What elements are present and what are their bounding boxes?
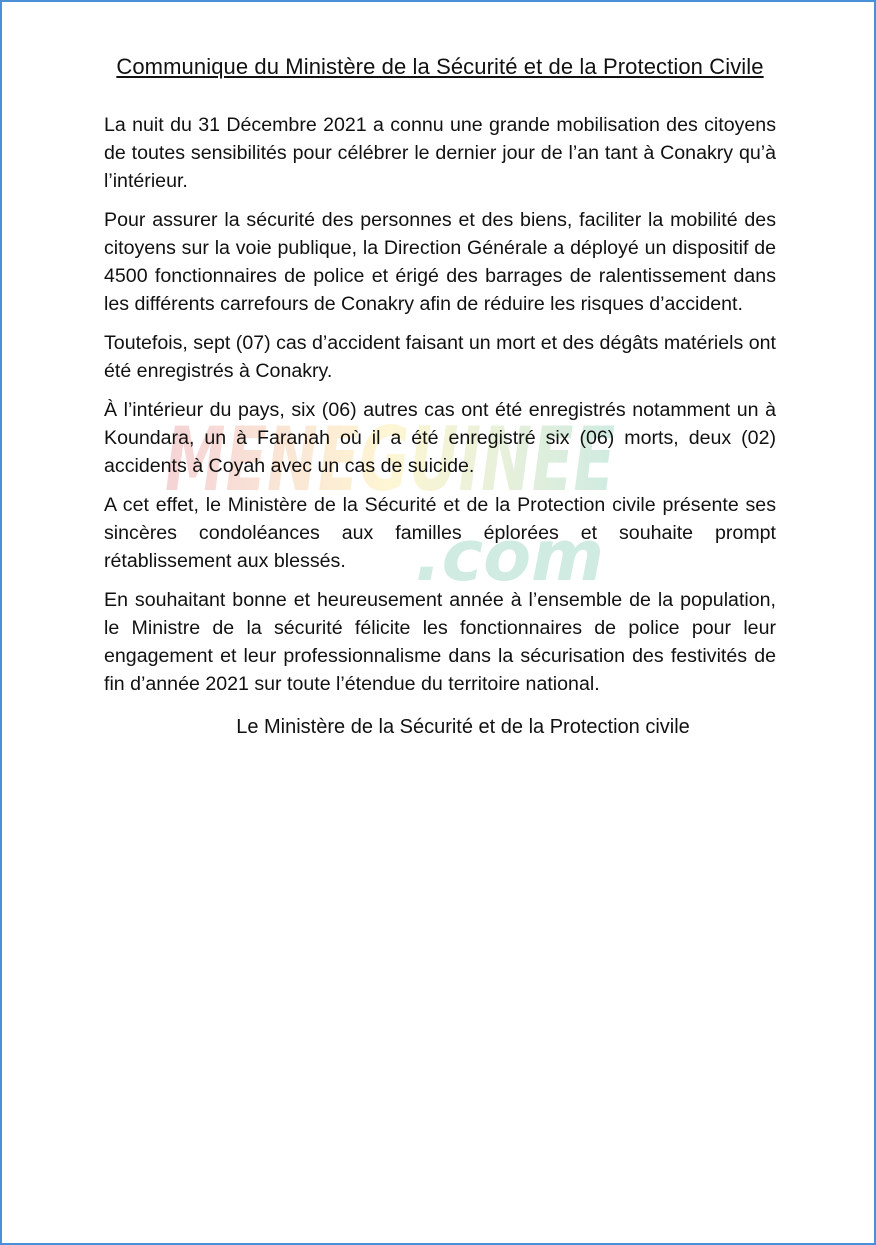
watermark-main-text: MENEGUINEE: [165, 408, 615, 511]
paragraph-3: Toutefois, sept (07) cas d’accident faisant un mort et des dégâts matériels ont été enregistrés à Conakry.: [104, 332, 776, 382]
paragraph-1: La nuit du 31 Décembre 2021 a connu une grande mobilisation des citoyens de toutes sensibilités pour célébrer le dernier jour de l’an tant à Conakry qu’à l’intérieur.: [104, 114, 776, 192]
paragraph-4: À l’intérieur du pays, six (06) autres cas ont été enregistrés notamment un à Koundara, un à Faranah où il a été enregistré six (06) morts, deux (02) accidents à Coyah avec un cas de suicide.: [104, 399, 776, 477]
paragraph-5: A cet effet, le Ministère de la Sécurité et de la Protection civile présente ses sincères condoléances aux familles éplorées et souhaite prompt rétablissement aux blessés.: [104, 494, 776, 572]
paragraph-6: En souhaitant bonne et heureusement année à l’ensemble de la population, le Ministre de la sécurité félicite les fonctionnaires de police pour leur engagement et leur professionnalisme dans la sécurisation des festivités de fin d’année 2021 sur toute l’étendue du territoire national.: [104, 589, 776, 695]
document-title: Communique du Ministère de la Sécurité et de la Protection Civile: [116, 54, 764, 79]
watermark-sub-text: .com: [415, 515, 605, 597]
signature: Le Ministère de la Sécurité et de la Protection civile: [236, 716, 690, 738]
paragraph-2: Pour assurer la sécurité des personnes et des biens, faciliter la mobilité des citoyens sur la voie publique, la Direction Générale a déployé un dispositif de 4500 fonctionnaires de police et érigé des barrages de ralentissement dans les différents carrefours de Conakry afin de réduire les risques d’accident.: [104, 209, 776, 315]
document-body: [104, 52, 776, 741]
